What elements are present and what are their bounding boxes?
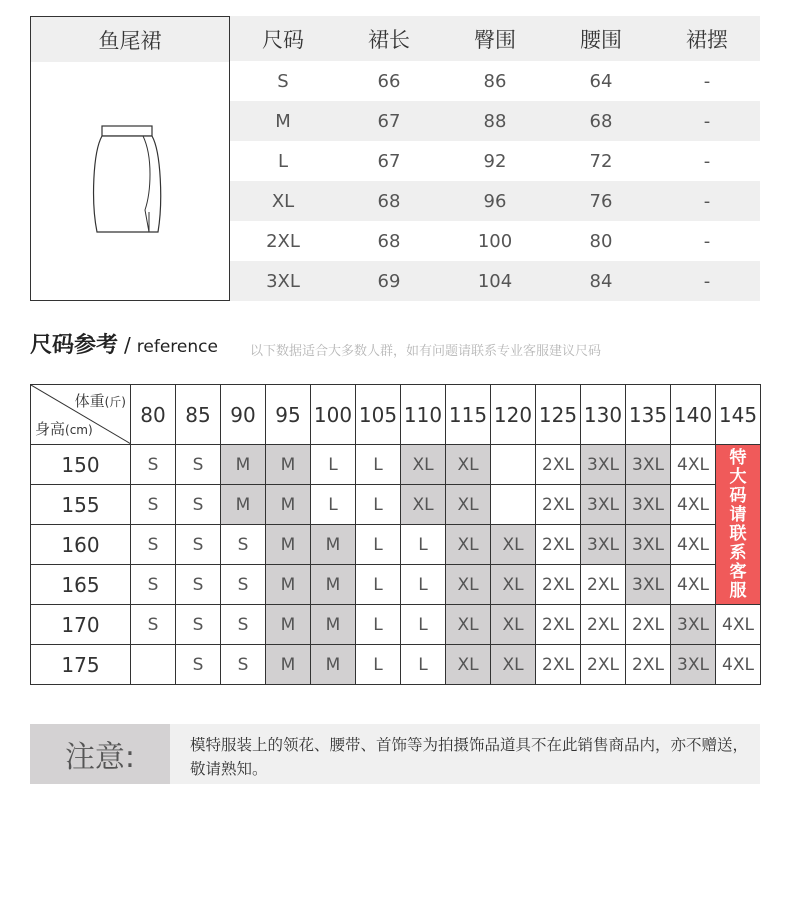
size-cell: L — [277, 150, 289, 172]
header-hip: 臀围 — [442, 16, 548, 61]
weight-header: 85 — [176, 385, 221, 445]
size-cell: 84 — [548, 261, 654, 301]
height-label: 155 — [31, 485, 131, 525]
size-recommendation-cell: 2XL — [536, 485, 581, 525]
weight-header: 125 — [536, 385, 581, 445]
size-recommendation-cell: L — [356, 605, 401, 645]
size-recommendation-cell: M — [311, 645, 356, 685]
size-recommendation-cell: S — [131, 565, 176, 605]
size-recommendation-cell: 4XL — [671, 525, 716, 565]
size-recommendation-cell: XL — [446, 565, 491, 605]
size-recommendation-cell: M — [311, 605, 356, 645]
size-recommendation-cell: L — [401, 565, 446, 605]
size-recommendation-cell: S — [131, 605, 176, 645]
size-recommendation-cell: 3XL — [626, 445, 671, 485]
size-recommendation-cell: XL — [491, 525, 536, 565]
reference-note: 以下数据适合大多数人群，如有问题请联系专业客服建议尺码 — [250, 344, 602, 359]
size-recommendation-cell: L — [356, 485, 401, 525]
height-row — [31, 605, 761, 645]
height-row — [31, 485, 761, 525]
size-recommendation-cell: M — [266, 645, 311, 685]
size-recommendation-cell: L — [356, 565, 401, 605]
size-cell: 68 — [548, 101, 654, 141]
height-label: 165 — [31, 565, 131, 605]
size-recommendation-cell: 3XL — [581, 445, 626, 485]
size-table — [230, 16, 760, 301]
reference-heading — [30, 328, 218, 364]
size-recommendation-cell: 4XL — [671, 485, 716, 525]
size-recommendation-cell: S — [131, 485, 176, 525]
reference-title-en: reference — [136, 337, 218, 357]
size-cell: 80 — [589, 230, 613, 252]
size-recommendation-cell: S — [176, 605, 221, 645]
size-recommendation-cell: 3XL — [581, 525, 626, 565]
size-cell: 3XL — [230, 261, 336, 301]
height-label: 160 — [31, 525, 131, 565]
size-row — [230, 261, 760, 301]
size-recommendation-cell: S — [131, 445, 176, 485]
weight-header-row — [31, 385, 761, 445]
size-cell: 67 — [377, 150, 401, 172]
size-recommendation-cell: S — [221, 605, 266, 645]
weight-header: 100 — [311, 385, 356, 445]
size-recommendation-cell: 2XL — [581, 645, 626, 685]
size-recommendation-cell: 2XL — [626, 605, 671, 645]
size-recommendation-cell: M — [311, 565, 356, 605]
size-recommendation-cell: 4XL — [671, 565, 716, 605]
size-cell: - — [654, 101, 760, 141]
size-recommendation-cell: S — [176, 525, 221, 565]
size-cell: - — [654, 261, 760, 301]
size-recommendation-cell: M — [266, 605, 311, 645]
size-cell: 96 — [442, 181, 548, 221]
size-recommendation-cell: 3XL — [671, 645, 716, 685]
size-recommendation-cell: M — [221, 445, 266, 485]
size-recommendation-cell: S — [176, 645, 221, 685]
size-recommendation-cell: XL — [446, 485, 491, 525]
size-recommendation-cell: M — [266, 565, 311, 605]
size-recommendation-cell: S — [176, 565, 221, 605]
size-row — [230, 181, 760, 221]
size-recommendation-cell: XL — [401, 445, 446, 485]
size-recommendation-cell — [491, 445, 536, 485]
size-cell: 88 — [442, 101, 548, 141]
size-cell: - — [703, 150, 711, 172]
height-unit: (cm) — [65, 423, 93, 437]
weight-axis-label — [75, 390, 126, 411]
size-cell: 92 — [483, 150, 507, 172]
size-cell: - — [654, 181, 760, 221]
size-recommendation-cell: L — [311, 445, 356, 485]
notice-label: 注意: — [30, 724, 170, 784]
size-recommendation-cell: 4XL — [671, 445, 716, 485]
size-recommendation-cell: XL — [491, 565, 536, 605]
header-length: 裙长 — [336, 16, 442, 61]
size-recommendation-cell: S — [221, 565, 266, 605]
height-label: 170 — [31, 605, 131, 645]
size-recommendation-cell: M — [266, 485, 311, 525]
size-recommendation-cell: XL — [446, 605, 491, 645]
size-chart — [30, 16, 760, 301]
size-cell: 69 — [336, 261, 442, 301]
size-recommendation-cell: L — [401, 645, 446, 685]
weight-header: 115 — [446, 385, 491, 445]
size-cell: 2XL — [266, 230, 300, 252]
weight-header: 95 — [266, 385, 311, 445]
size-recommendation-cell: M — [311, 525, 356, 565]
size-recommendation-cell: XL — [446, 645, 491, 685]
size-recommendation-cell: 2XL — [581, 605, 626, 645]
size-recommendation-cell: 2XL — [536, 565, 581, 605]
size-recommendation-cell: 4XL — [716, 605, 761, 645]
contact-service-text: 特大码请联系客服 — [729, 447, 747, 601]
weight-header: 120 — [491, 385, 536, 445]
size-recommendation-cell: XL — [491, 605, 536, 645]
weight-header: 105 — [356, 385, 401, 445]
size-recommendation-cell: 3XL — [626, 485, 671, 525]
height-label: 175 — [31, 645, 131, 685]
size-recommendation-cell — [131, 645, 176, 685]
height-label: 身高 — [35, 420, 66, 438]
size-recommendation-cell: S — [221, 525, 266, 565]
size-recommendation-cell: XL — [491, 645, 536, 685]
size-recommendation-cell: 3XL — [581, 485, 626, 525]
reference-separator: / — [124, 333, 131, 357]
size-recommendation-cell: 3XL — [671, 605, 716, 645]
size-cell: 72 — [589, 150, 613, 172]
size-recommendation-cell: M — [266, 445, 311, 485]
reference-title: 尺码参考 — [30, 333, 119, 358]
weight-header: 90 — [221, 385, 266, 445]
weight-header: 140 — [671, 385, 716, 445]
size-row — [230, 141, 760, 181]
weight-unit: (斤) — [104, 395, 126, 409]
size-recommendation-cell: 4XL — [716, 645, 761, 685]
size-recommendation-cell: 2XL — [581, 565, 626, 605]
size-recommendation-cell: 2XL — [536, 645, 581, 685]
size-cell: M — [230, 101, 336, 141]
size-recommendation-cell: XL — [446, 525, 491, 565]
size-recommendation-cell — [491, 485, 536, 525]
size-recommendation-cell: M — [266, 525, 311, 565]
size-cell: - — [703, 230, 711, 252]
size-recommendation-cell: L — [401, 525, 446, 565]
height-label: 150 — [31, 445, 131, 485]
size-recommendation-cell: S — [221, 645, 266, 685]
size-cell: 104 — [442, 261, 548, 301]
size-reference-table — [30, 384, 761, 685]
size-row — [230, 61, 760, 101]
size-recommendation-cell: S — [176, 485, 221, 525]
contact-service-badge — [716, 445, 761, 605]
weight-header: 145 — [716, 385, 761, 445]
size-cell: 100 — [477, 230, 513, 252]
size-recommendation-cell: XL — [446, 445, 491, 485]
size-cell: 86 — [483, 70, 507, 92]
size-recommendation-cell: 2XL — [626, 645, 671, 685]
corner-cell — [31, 385, 131, 445]
size-table-header — [230, 16, 760, 61]
size-recommendation-cell: L — [356, 645, 401, 685]
size-cell: S — [277, 70, 289, 92]
height-row — [31, 525, 761, 565]
size-recommendation-cell: 2XL — [536, 605, 581, 645]
header-size: 尺码 — [230, 16, 336, 61]
size-cell: 67 — [336, 101, 442, 141]
size-recommendation-cell: 3XL — [626, 565, 671, 605]
notice-text: 模特服装上的领花、腰带、首饰等为拍摄饰品道具不在此销售商品内，亦不赠送，敬请熟知。 — [190, 736, 749, 778]
height-row — [31, 645, 761, 685]
size-recommendation-cell: S — [131, 525, 176, 565]
weight-header: 130 — [581, 385, 626, 445]
size-recommendation-cell: S — [176, 445, 221, 485]
size-recommendation-cell: L — [356, 525, 401, 565]
size-recommendation-cell: 2XL — [536, 525, 581, 565]
weight-header: 80 — [131, 385, 176, 445]
height-row — [31, 565, 761, 605]
size-cell: 76 — [548, 181, 654, 221]
notice-box — [30, 724, 760, 784]
size-recommendation-cell: 2XL — [536, 445, 581, 485]
size-recommendation-cell: L — [356, 445, 401, 485]
size-recommendation-cell: XL — [401, 485, 446, 525]
size-recommendation-cell: L — [401, 605, 446, 645]
size-recommendation-cell: 3XL — [626, 525, 671, 565]
weight-header: 135 — [626, 385, 671, 445]
size-row — [230, 221, 760, 261]
size-row — [230, 101, 760, 141]
size-cell: 68 — [377, 230, 401, 252]
size-cell: 68 — [336, 181, 442, 221]
header-waist: 腰围 — [548, 16, 654, 61]
size-cell: 64 — [589, 70, 613, 92]
height-row — [31, 445, 761, 485]
size-cell: - — [703, 70, 711, 92]
product-box — [30, 16, 230, 301]
weight-label: 体重 — [74, 392, 105, 410]
size-cell: 66 — [377, 70, 401, 92]
weight-header: 110 — [401, 385, 446, 445]
height-axis-label — [35, 418, 93, 439]
skirt-illustration-icon — [31, 62, 229, 300]
product-name: 鱼尾裙 — [31, 17, 229, 62]
header-hem: 裙摆 — [654, 16, 760, 61]
size-recommendation-cell: L — [311, 485, 356, 525]
size-recommendation-cell: M — [221, 485, 266, 525]
size-cell: XL — [230, 181, 336, 221]
